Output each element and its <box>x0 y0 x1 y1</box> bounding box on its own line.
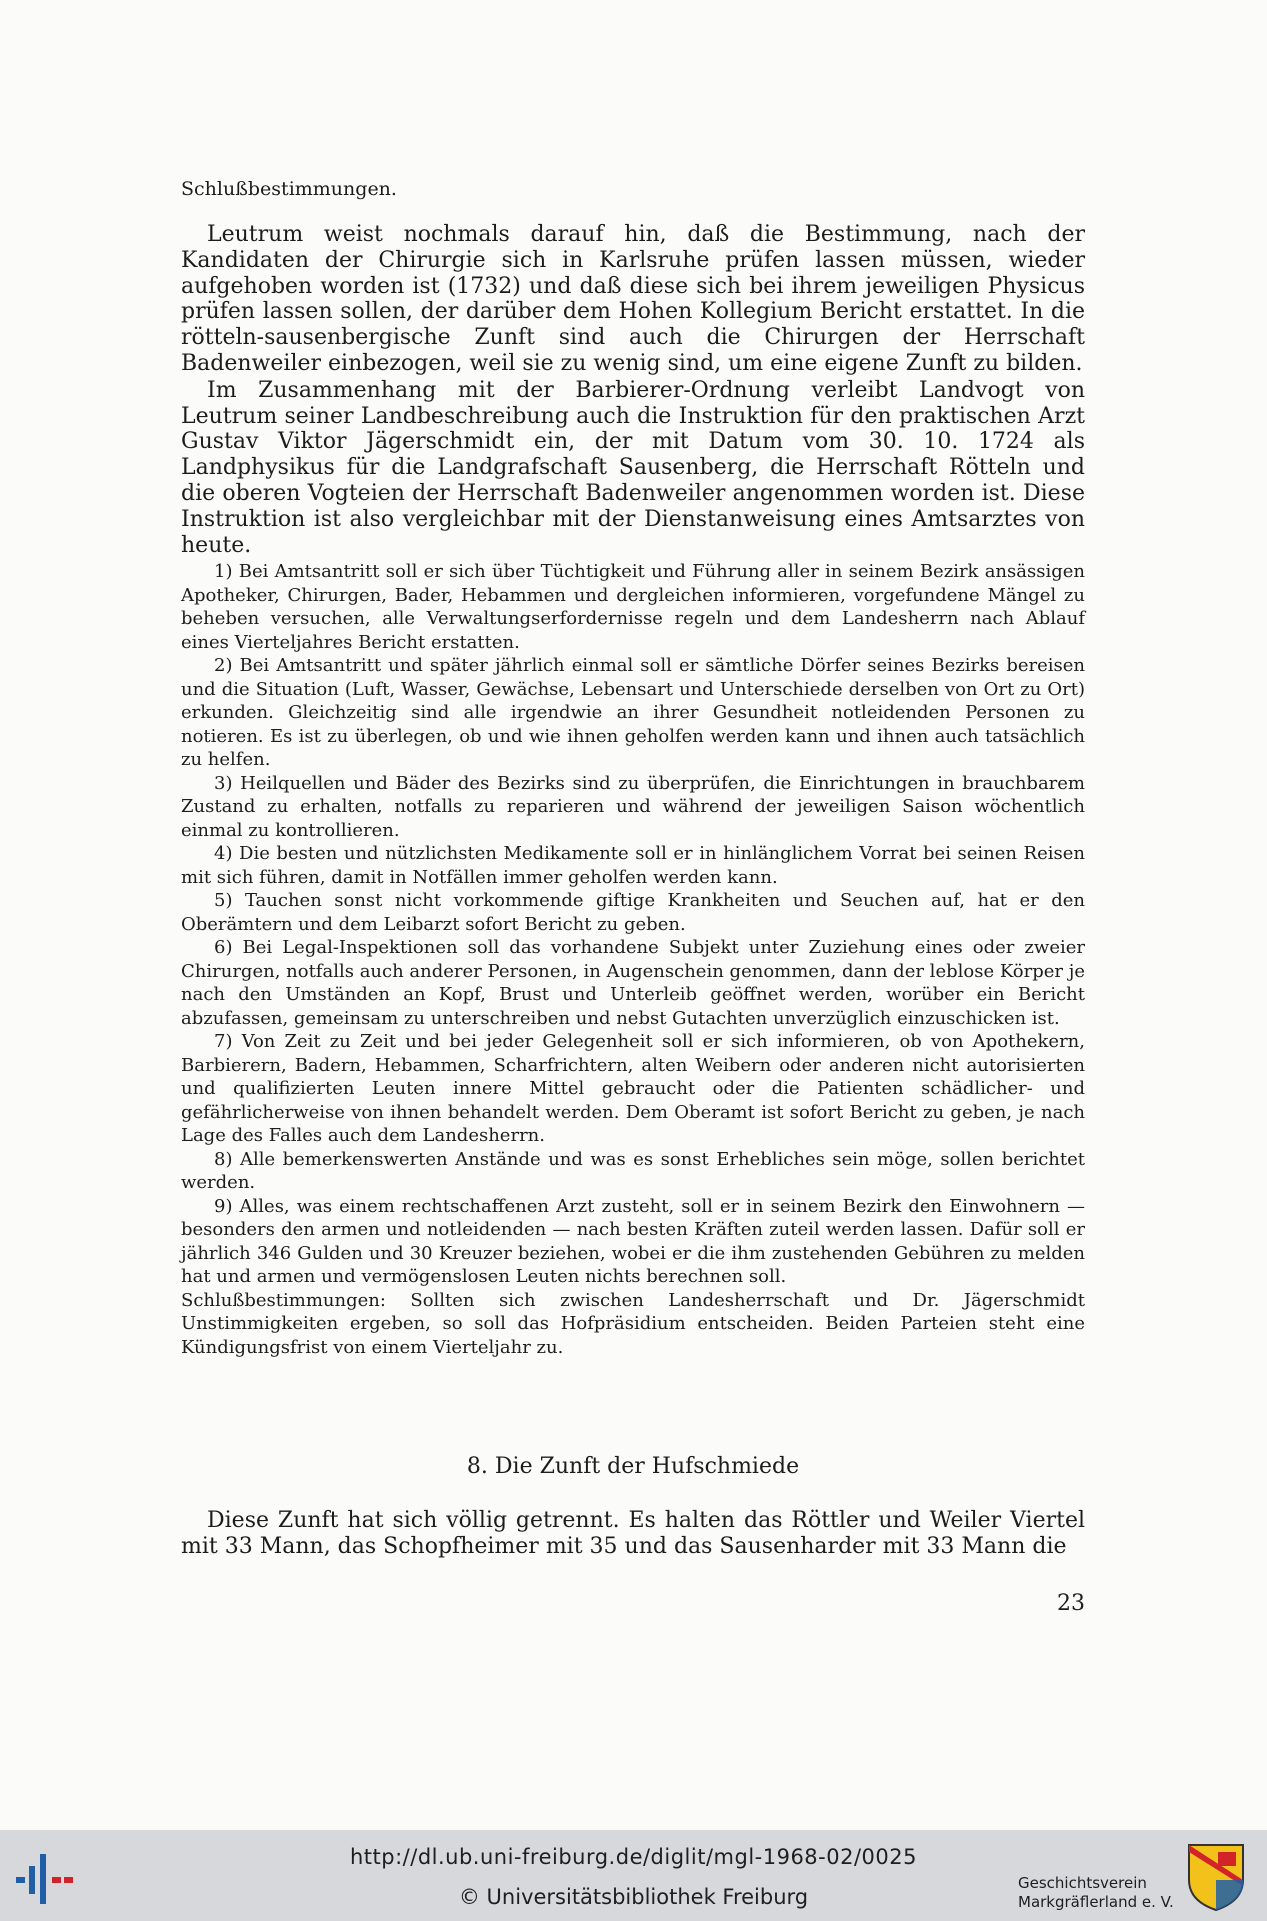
instruction-item: 7) Von Zeit zu Zeit und bei jeder Gelegenheit soll er sich informieren, ob von Apothekern, Barbierern, Badern, Hebammen, Scharfrichtern, alten Weibern oder anderen nicht autorisierten und qualifizierten Leuten innere Mittel gebraucht oder die Patienten schädlicher- und gefährlicherweise von ihnen behandelt werden. Dem Oberamt ist sofort Bericht zu geben, je nach Lage des Falles auch dem Landesherrn. <box>181 1031 1085 1146</box>
instruction-item: 2) Bei Amtsantritt und später jährlich einmal soll er sämtliche Dörfer seines Bezirks bereisen und die Situation (Luft, Wasser, Gewächse, Lebensart und Unterschiede derselben von Ort zu Ort) erkunden. Gleichzeitig sind alle irgendwie an ihrer Gesundheit notleidenden Personen zu notieren. Es ist zu überlegen, ob und wie ihnen geholfen werden kann und ihnen auch tatsächlich zu helfen. <box>181 655 1085 770</box>
instruction-item: 5) Tauchen sonst nicht vorkommende giftige Krankheiten und Seuchen auf, hat er den Oberämtern und dem Leibarzt sofort Bericht zu geben. <box>181 890 1085 935</box>
society-line-1: Geschichtsverein <box>1018 1874 1147 1892</box>
instruction-item: 3) Heilquellen und Bäder des Bezirks sind zu überprüfen, die Einrichtungen in brauchbarem Zustand zu erhalten, notfalls zu reparieren und während der jeweiligen Saison wöchentlich einmal zu kontrollieren. <box>181 772 1085 841</box>
page-number: 23 <box>1057 1591 1085 1616</box>
source-url[interactable]: http://dl.ub.uni-freiburg.de/diglit/mgl-1968-02/0025 <box>349 1845 917 1869</box>
closing-paragraph: Diese Zunft hat sich völlig getrennt. Es halten das Röttler und Weiler Viertel mit 33 Mann, das Schopfheimer mit 35 und das Sausenharder mit 33 Mann die <box>181 1508 1085 1559</box>
coat-of-arms-icon <box>1186 1842 1246 1912</box>
copyright-notice: © Universitätsbibliothek Freiburg <box>458 1885 809 1909</box>
section-heading: 8. Die Zunft der Hufschmiede <box>466 1454 800 1479</box>
instruction-item: 4) Die besten und nützlichsten Medikamente soll er in hinlänglichem Vorrat bei seinen Reisen mit sich führen, damit in Notfällen immer geholfen werden kann. <box>181 843 1085 888</box>
paragraph-1: Leutrum weist nochmals darauf hin, daß die Bestimmung, nach der Kandidaten der Chirurgie sich in Karlsruhe prüfen lassen müssen, wieder aufgehoben worden ist (1732) und daß diese sich bei ihrem jeweiligen Physicus prüfen lassen sollen, der darüber dem Hohen Kollegium Bericht erstattet. In die rötteln-sausenbergische Zunft sind auch die Chirurgen der Herrschaft Badenweiler einbezogen, weil sie zu wenig sind, um eine eigene Zunft zu bilden. <box>181 222 1085 376</box>
instruction-item: 6) Bei Legal-Inspektionen soll das vorhandene Subjekt unter Zuziehung eines oder zweier Chirurgen, notfalls auch anderer Personen, in Augenschein genommen, dann der leblose Körper je nach den Umständen an Kopf, Brust und Unterleib geöffnet werden, worüber ein Bericht abzufassen, gemeinsam zu unterschreiben und nebst Gutachten unverzüglich einzuschicken ist. <box>181 937 1085 1029</box>
instruction-list <box>181 560 1085 1359</box>
paragraph-2: Im Zusammenhang mit der Barbierer-Ordnung verleibt Landvogt von Leutrum seiner Landbeschreibung auch die Instruktion für den praktischen Arzt Gustav Viktor Jägerschmidt ein, der mit Datum vom 30. 10. 1724 als Landphysikus für die Landgrafschaft Sausenberg, die Herrschaft Rötteln und die oberen Vogteien der Herrschaft Badenweiler angenommen worden ist. Diese Instruktion ist also vergleichbar mit der Dienstanweisung eines Amtsarztes von heute. <box>181 377 1085 558</box>
society-name <box>1018 1874 1174 1912</box>
closing-text <box>181 1508 1085 1560</box>
instruction-item: 8) Alle bemerkenswerten Anstände und was es sonst Erhebliches sein möge, sollen berichtet werden. <box>181 1148 1085 1193</box>
footer-bar <box>0 1830 1267 1921</box>
main-text <box>181 222 1085 558</box>
section-label <box>181 177 1085 203</box>
instruction-item: 1) Bei Amtsantritt soll er sich über Tüchtigkeit und Führung aller in seinem Bezirk ansässigen Apotheker, Chirurgen, Bader, Hebammen und dergleichen informieren, vorgefundene Mängel zu beheben versuchen, alle Verwaltungserfordernisse regeln und dem Landesherrn nach Ablauf eines Vierteljahres Bericht erstatten. <box>181 561 1085 653</box>
final-clause: Schlußbestimmungen: Sollten sich zwischen Landesherrschaft und Dr. Jägerschmidt Unstimmigkeiten ergeben, so soll das Hofpräsidium entscheiden. Beiden Parteien steht eine Kündigungsfrist von einem Vierteljahr zu. <box>181 1289 1085 1358</box>
section-label-text: Schlußbestimmungen. <box>181 178 397 200</box>
society-line-2: Markgräflerland e. V. <box>1018 1893 1174 1911</box>
instruction-item: 9) Alles, was einem rechtschaffenen Arzt zusteht, soll er in seinem Bezirk den Einwohnern — besonders den armen und notleidenden — nach besten Kräften zuteil werden lassen. Dafür soll er jährlich 346 Gulden und 30 Kreuzer beziehen, wobei er die ihm zustehenden Gebühren zu melden hat und armen und vermögenslosen Leuten nichts berechnen soll. <box>181 1195 1085 1287</box>
